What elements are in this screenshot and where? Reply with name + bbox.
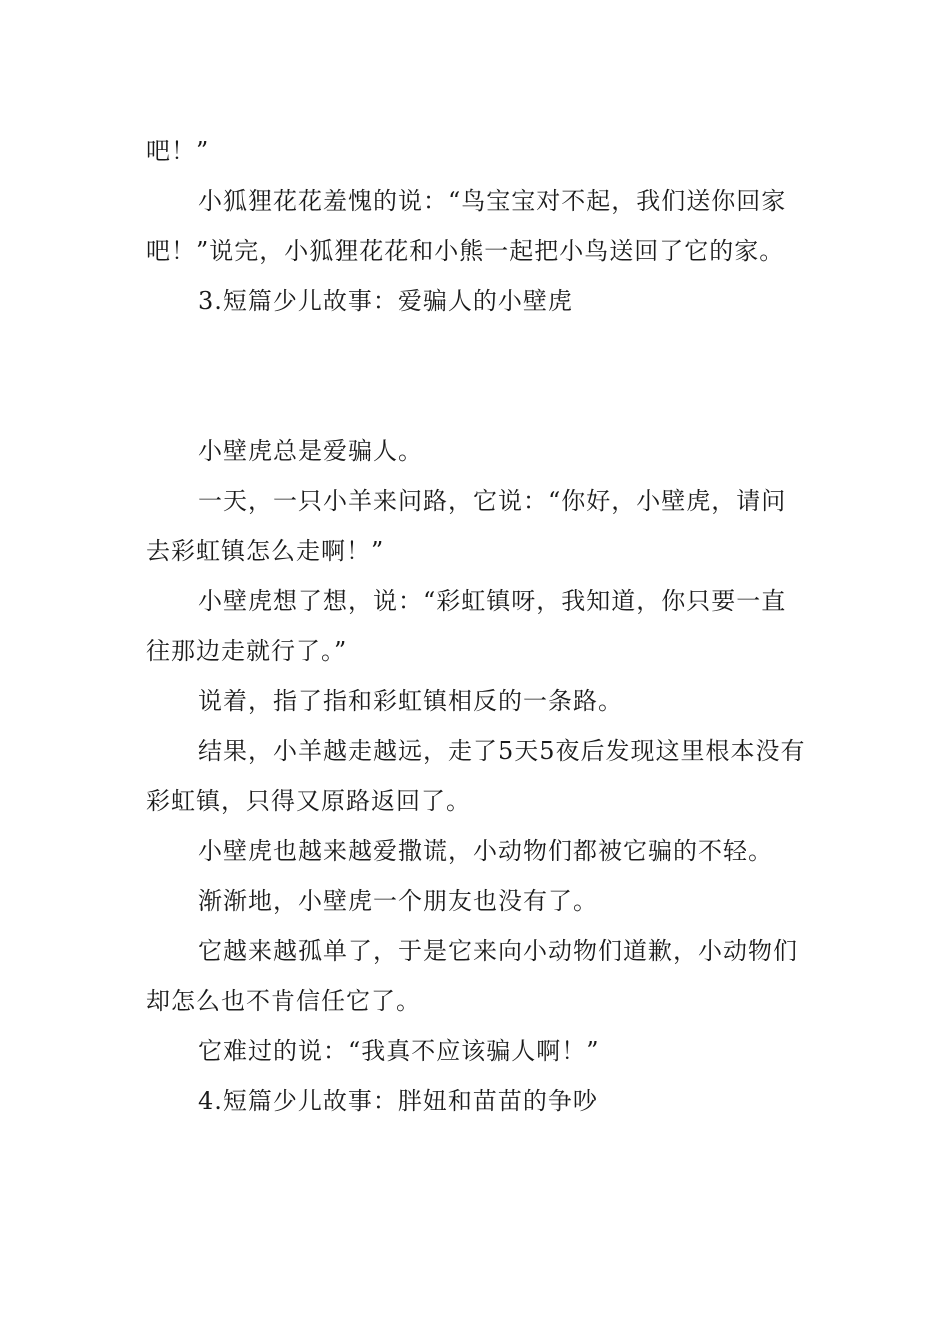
story-heading-4: 4.短篇少儿故事：胖妞和苗苗的争吵 — [198, 1087, 598, 1115]
blank-gap — [146, 326, 808, 426]
paragraph: 小壁虎也越来越爱撒谎，小动物们都被它骗的不轻。 — [198, 837, 773, 865]
paragraph: 小狐狸花花羞愧的说：“鸟宝宝对不起，我们送你回家吧！”说完，小狐狸花花和小熊一起把小鸟送回了它的家。 — [146, 187, 787, 265]
paragraph: 小壁虎想了想，说：“彩虹镇呀，我知道，你只要一直往那边走就行了。” — [146, 587, 787, 665]
document-body — [146, 126, 808, 1126]
paragraph-continuation: 吧！” — [146, 137, 210, 165]
paragraph: 它难过的说：“我真不应该骗人啊！” — [198, 1037, 600, 1065]
paragraph: 一天，一只小羊来问路，它说：“你好，小壁虎，请问去彩虹镇怎么走啊！” — [146, 487, 787, 565]
story-heading-3: 3.短篇少儿故事：爱骗人的小壁虎 — [198, 287, 573, 315]
paragraph: 渐渐地，小壁虎一个朋友也没有了。 — [198, 887, 598, 915]
paragraph: 它越来越孤单了，于是它来向小动物们道歉，小动物们却怎么也不肯信任它了。 — [146, 937, 798, 1015]
paragraph: 小壁虎总是爱骗人。 — [198, 437, 423, 465]
paragraph: 结果，小羊越走越远，走了5天5夜后发现这里根本没有彩虹镇，只得又原路返回了。 — [146, 737, 806, 815]
paragraph: 说着，指了指和彩虹镇相反的一条路。 — [198, 687, 623, 715]
